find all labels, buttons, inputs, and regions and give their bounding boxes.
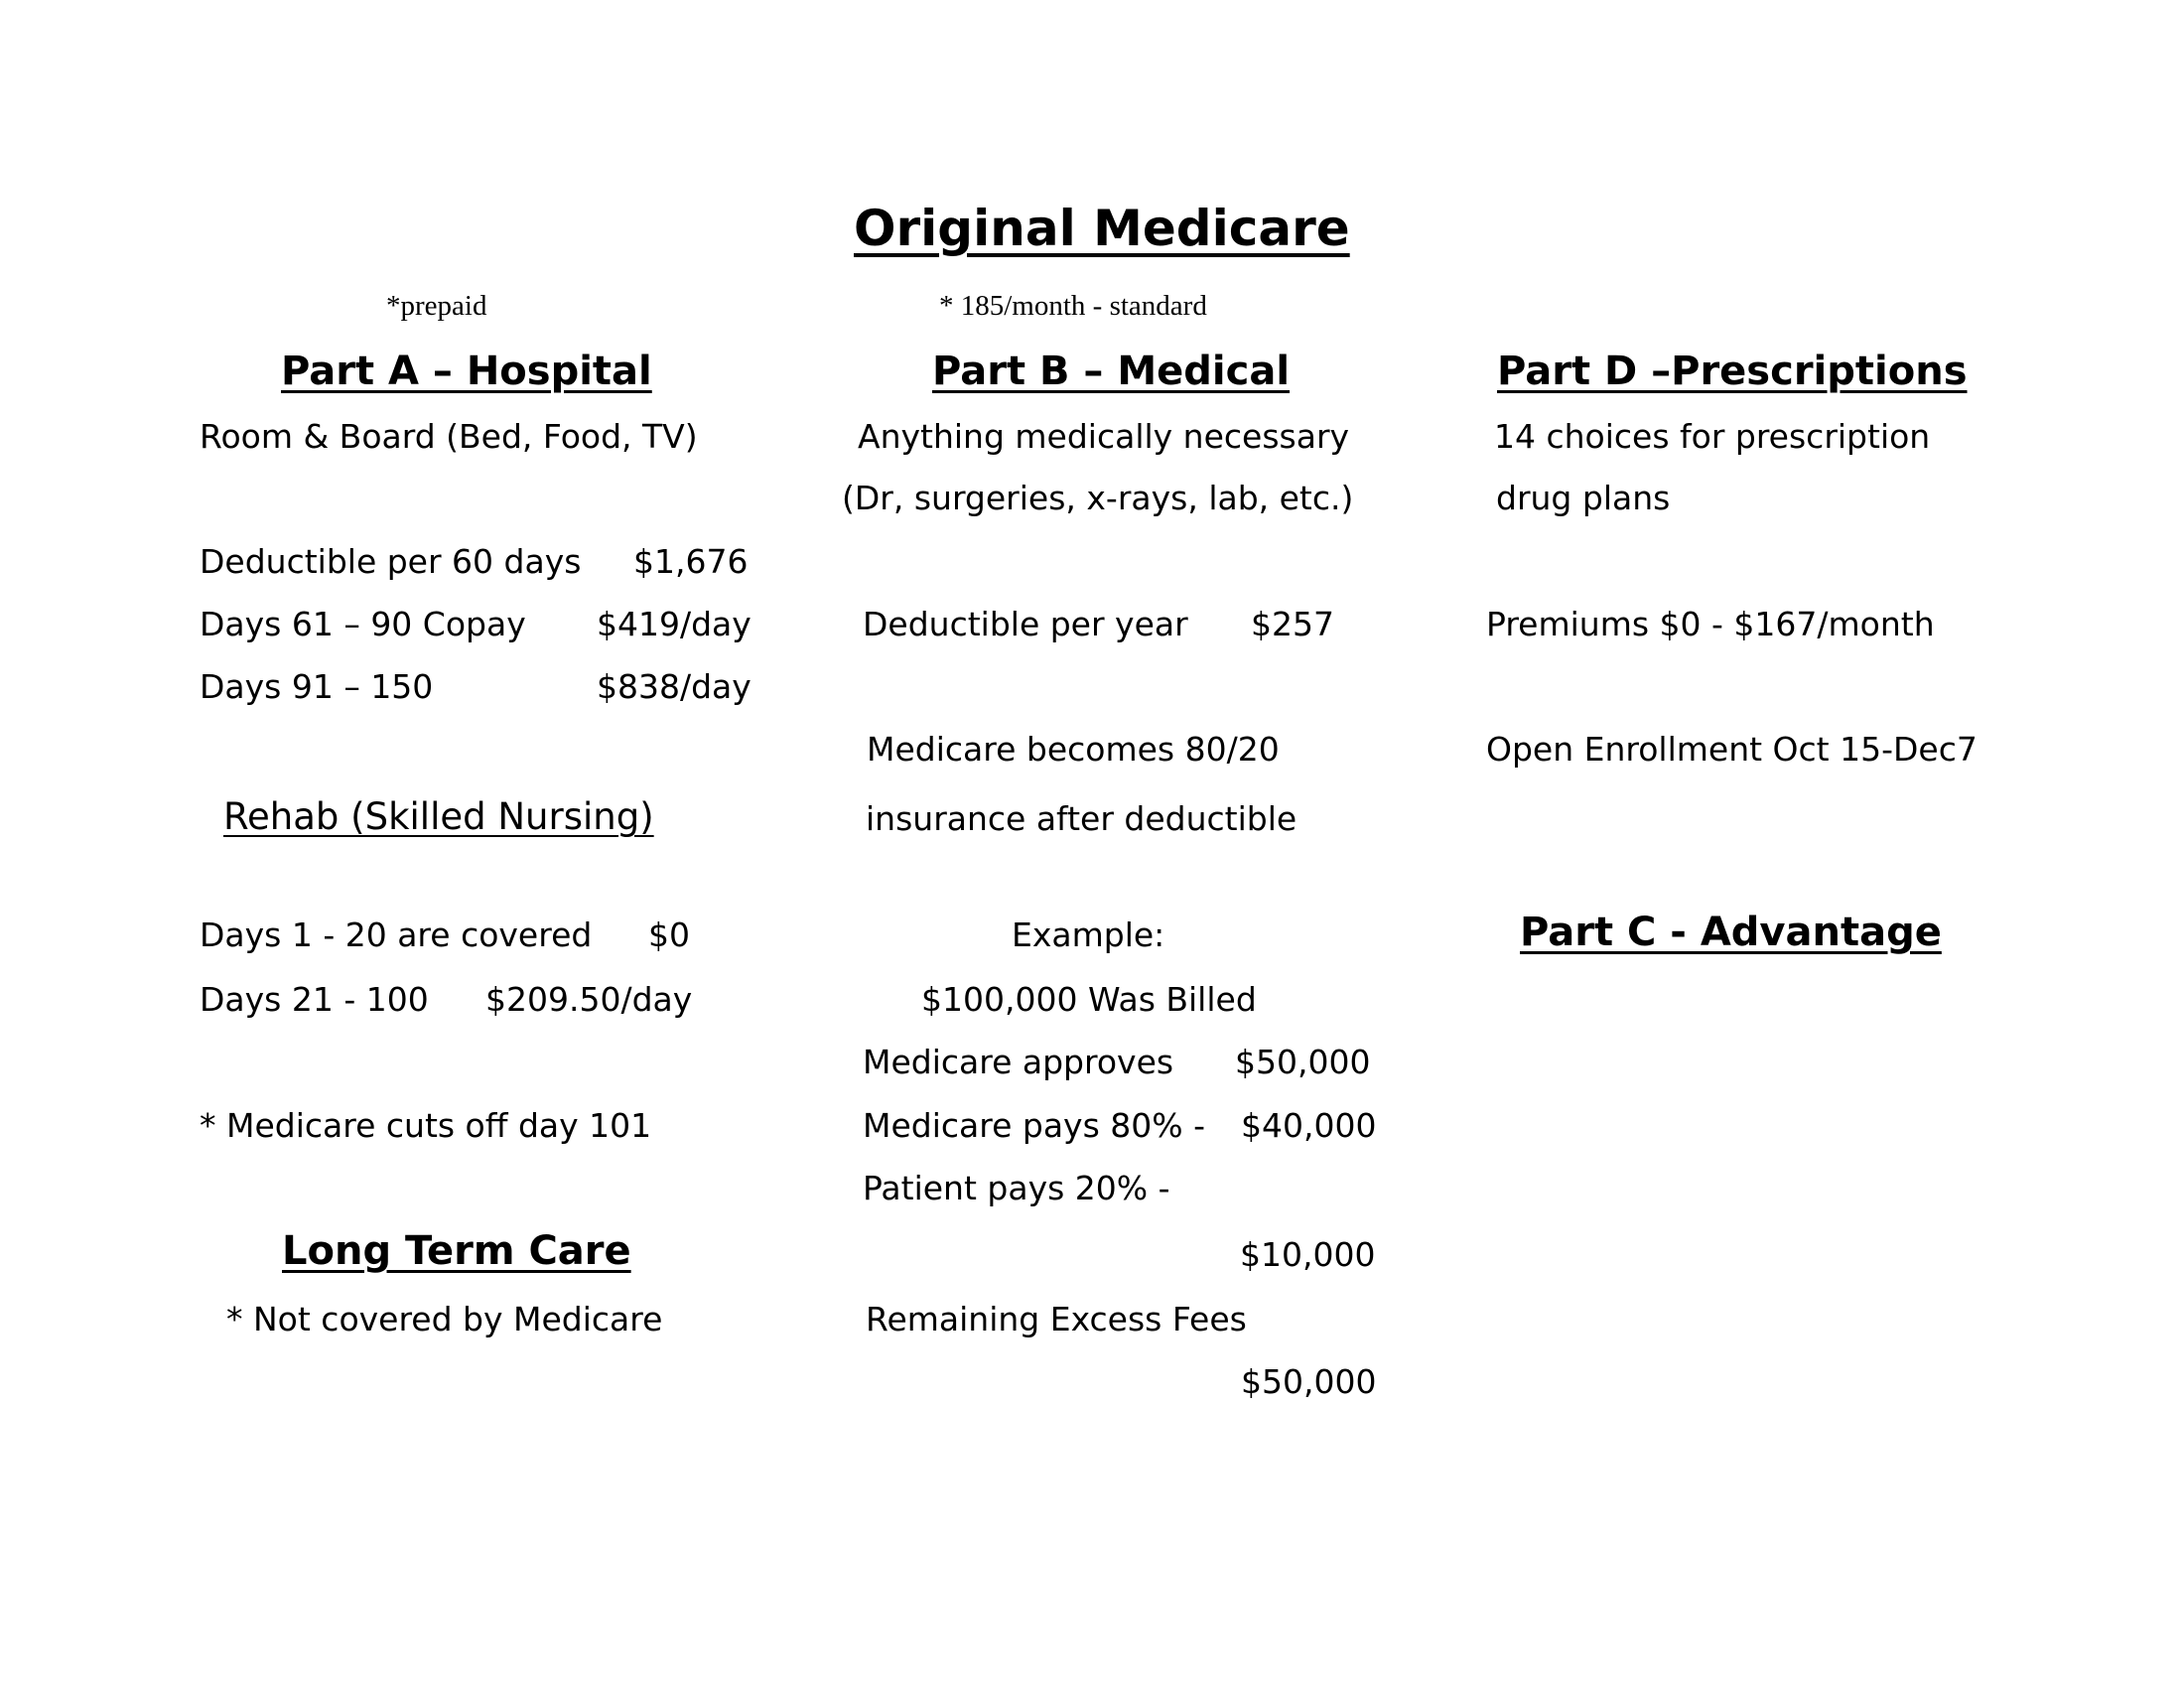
example-excess-fees-label: Remaining Excess Fees [866, 1300, 1247, 1338]
example-patient-pays-value: $10,000 [1240, 1235, 1376, 1274]
part-a-copay-61-90-label: Days 61 – 90 Copay [200, 605, 526, 643]
long-term-care-note: * Not covered by Medicare [226, 1300, 663, 1338]
part-a-deductible-value: $1,676 [633, 542, 749, 581]
page-title: Original Medicare [854, 200, 1350, 257]
cutoff-note: * Medicare cuts off day 101 [200, 1106, 652, 1145]
part-a-copay-91-150-label: Days 91 – 150 [200, 667, 434, 706]
example-patient-pays-label: Patient pays 20% - [863, 1169, 1170, 1207]
part-a-copay-61-90-value: $419/day [597, 605, 751, 643]
example-excess-fees-value: $50,000 [1241, 1362, 1377, 1401]
part-d-open-enrollment: Open Enrollment Oct 15-Dec7 [1486, 730, 1978, 769]
example-medicare-pays-value: $40,000 [1241, 1106, 1377, 1145]
example-approves-label: Medicare approves [863, 1043, 1174, 1081]
part-a-room-board: Room & Board (Bed, Food, TV) [200, 417, 698, 456]
rehab-days-1-20-value: $0 [648, 915, 690, 954]
part-b-coinsurance-line-2: insurance after deductible [866, 799, 1297, 838]
part-b-line-2: (Dr, surgeries, x-rays, lab, etc.) [842, 479, 1354, 517]
rehab-days-21-100-label: Days 21 - 100 [200, 980, 429, 1019]
part-d-line-1: 14 choices for prescription [1494, 417, 1931, 456]
example-billed: $100,000 Was Billed [921, 980, 1257, 1019]
long-term-care-heading: Long Term Care [282, 1228, 631, 1274]
example-medicare-pays-label: Medicare pays 80% - [863, 1106, 1206, 1145]
part-a-deductible-label: Deductible per 60 days [200, 542, 582, 581]
part-b-coinsurance-line-1: Medicare becomes 80/20 [867, 730, 1280, 769]
part-b-premium-note: * 185/month - standard [939, 290, 1207, 322]
rehab-days-21-100-value: $209.50/day [485, 980, 693, 1019]
example-label: Example: [1012, 915, 1165, 954]
part-d-heading: Part D –Prescriptions [1497, 349, 1968, 394]
part-a-copay-91-150-value: $838/day [597, 667, 751, 706]
rehab-days-1-20-label: Days 1 - 20 are covered [200, 915, 593, 954]
rehab-heading: Rehab (Skilled Nursing) [223, 795, 654, 838]
part-d-premiums: Premiums $0 - $167/month [1486, 605, 1935, 643]
part-b-deductible-label: Deductible per year [863, 605, 1188, 643]
part-c-heading: Part C - Advantage [1520, 910, 1942, 955]
part-b-line-1: Anything medically necessary [858, 417, 1350, 456]
part-b-heading: Part B – Medical [932, 349, 1291, 394]
part-a-heading: Part A – Hospital [281, 349, 652, 394]
example-approves-value: $50,000 [1235, 1043, 1371, 1081]
prepaid-note: *prepaid [386, 290, 487, 322]
part-b-deductible-value: $257 [1251, 605, 1334, 643]
part-d-line-2: drug plans [1496, 479, 1671, 517]
